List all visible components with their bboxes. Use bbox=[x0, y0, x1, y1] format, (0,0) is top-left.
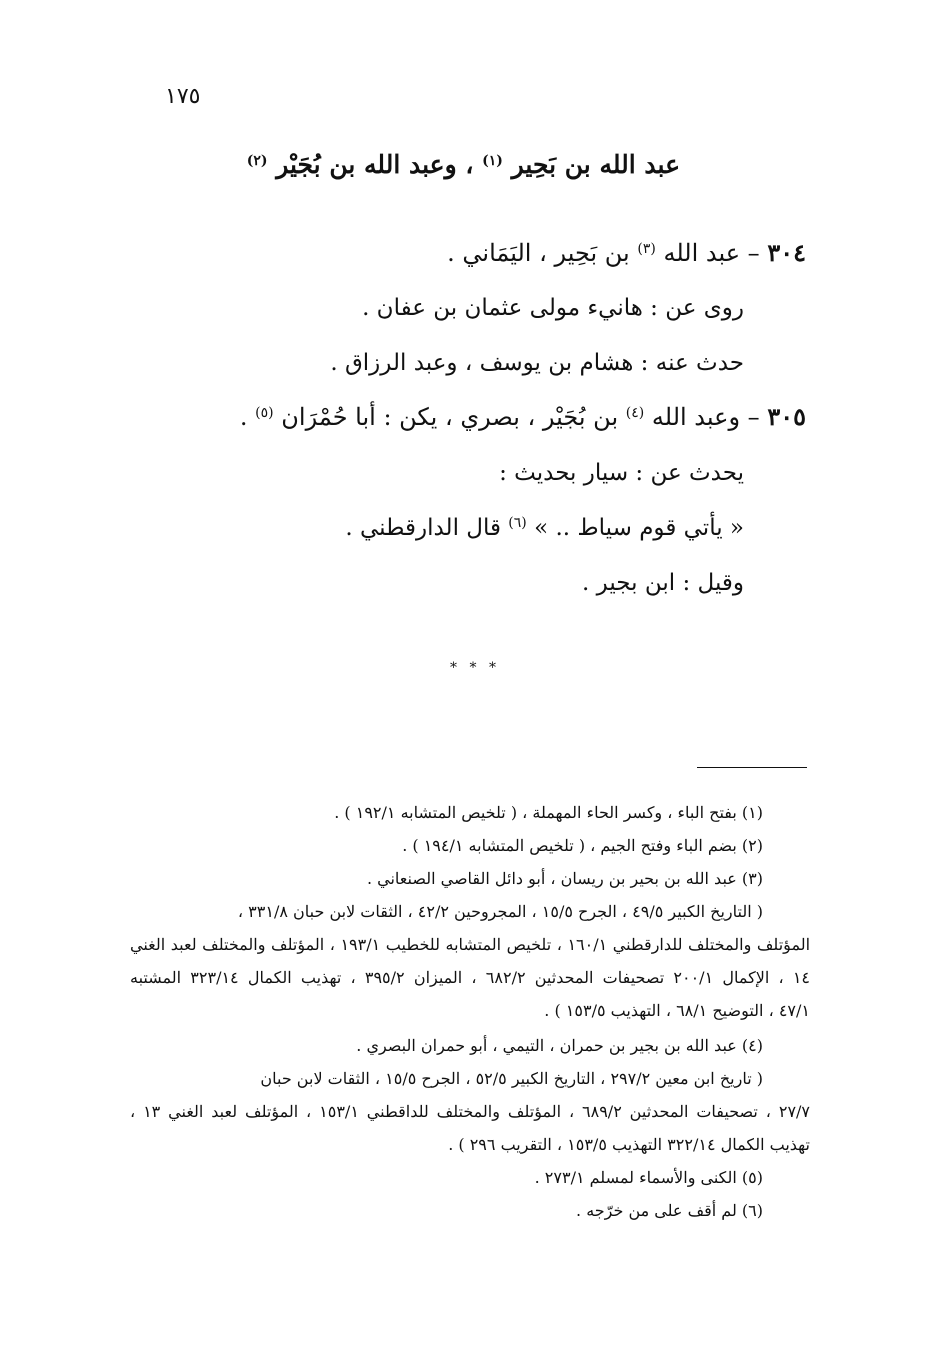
footnote-4-sources: تهذيب الكمال ٣٢٢/١٤ التهذيب ١٥٣/٥ ، التقريب ٢٩٦ ) . bbox=[448, 1135, 810, 1154]
footnote-1: (١) بفتح الباء ، وكسر الحاء المهملة ، ( تلخيص المتشابه ١٩٢/١ ) . bbox=[334, 803, 763, 822]
entry-number: ٣٠٥ bbox=[767, 402, 806, 431]
hadith-quote-line bbox=[345, 515, 744, 541]
attribution: قال الدارقطني . bbox=[345, 515, 501, 541]
footnote-ref-4: (٤) bbox=[625, 405, 645, 421]
footnote-3: (٣) عبد الله بن بحير بن ريسان ، أبو دائل القاصي الصنعاني . bbox=[366, 869, 763, 888]
title-part-a: عبد الله بن بَحِير bbox=[511, 150, 680, 179]
entry-text: بن بَحِير ، اليَمَاني . bbox=[447, 239, 630, 267]
narrated-from-line: روى عن : هانيء مولى عثمان بن عفان . bbox=[362, 295, 744, 321]
footnote-divider bbox=[697, 767, 807, 768]
footnote-5: (٥) الكنى والأسماء لمسلم ٢٧٣/١ . bbox=[534, 1168, 763, 1187]
footnote-ref-3: (٣) bbox=[637, 241, 656, 257]
entry-number: ٣٠٤ bbox=[767, 238, 806, 267]
footnote-4: (٤) عبد الله بن بجير بن حمران ، التيمي ، أبو حمران البصري . bbox=[356, 1036, 763, 1055]
footnote-ref-1: (١) bbox=[482, 153, 503, 169]
footnote-3-sources: ( التاريخ الكبير ٤٩/٥ ، الجرح ١٥/٥ ، المجروحين ٤٢/٢ ، الثقات لابن حبان ٣٣١/٨ ، bbox=[237, 902, 763, 921]
entry-305 bbox=[240, 402, 806, 431]
footnote-2: (٢) بضم الباء وفتح الجيم ، ( تلخيص المتشابه ١٩٤/١ ) . bbox=[402, 836, 763, 855]
footnote-ref-6: (٦) bbox=[508, 515, 527, 531]
footnote-3-sources: المؤتلف والمختلف للدارقطني ١٦٠/١ ، تلخيص المتشابه للخطيب ١٩٣/١ ، المؤتلف والمختلف لعبد الغني bbox=[130, 935, 811, 954]
hadith-quote: « يأتي قوم سياط .. » bbox=[534, 515, 744, 541]
footnote-3-sources: ١٤ ، الإكمال ٢٠٠/١ تصحيفات المحدثين ٦٨٢/٢ ، الميزان ٣٩٥/٢ ، تهذيب الكمال ٣٢٣/١٤ المشتبه bbox=[130, 968, 811, 987]
entry-text: بن بُجَيْر ، بصري ، يكن : أبا حُمْرَان bbox=[281, 403, 619, 431]
entry-text: – عبد الله bbox=[663, 239, 760, 267]
alternate-name-line: وقيل : ابن بجير . bbox=[582, 570, 744, 596]
footnote-ref-5: (٥) bbox=[255, 405, 274, 421]
footnote-4-sources: ٢٧/٧ ، تصحيفات المحدثين ٦٨٩/٢ ، المؤتلف والمختلف للداقطني ١٥٣/١ ، المؤتلف لعبد الغني ١٣ ، bbox=[130, 1102, 811, 1121]
entry-text: – وعبد الله bbox=[651, 403, 760, 431]
footnote-3-sources: ٤٧/١ ، التوضيح ٦٨/١ ، التهذيب ١٥٣/٥ ) . bbox=[544, 1001, 810, 1020]
title-part-b: ، وعبد الله بن بُجَيْر bbox=[276, 150, 474, 179]
page-number: ١٧٥ bbox=[165, 84, 201, 109]
footnote-6: (٦) لم أقف على من خرّجه . bbox=[576, 1201, 763, 1220]
narrates-from-line: يحدث عن : سيار بحديث : bbox=[499, 460, 744, 486]
entry-304 bbox=[447, 238, 806, 267]
entry-text: . bbox=[239, 403, 248, 431]
footnote-4-sources: ( تاريخ ابن معين ٢٩٧/٢ ، التاريخ الكبير ٥٢/٥ ، الجرح ١٥/٥ ، الثقات لابن حبان bbox=[260, 1069, 763, 1088]
footnote-ref-2: (٢) bbox=[246, 153, 268, 169]
narrated-by-line: حدث عنه : هشام بن يوسف ، وعبد الرزاق . bbox=[330, 350, 744, 376]
chapter-title bbox=[100, 150, 680, 179]
section-separator: * * * bbox=[450, 660, 500, 676]
